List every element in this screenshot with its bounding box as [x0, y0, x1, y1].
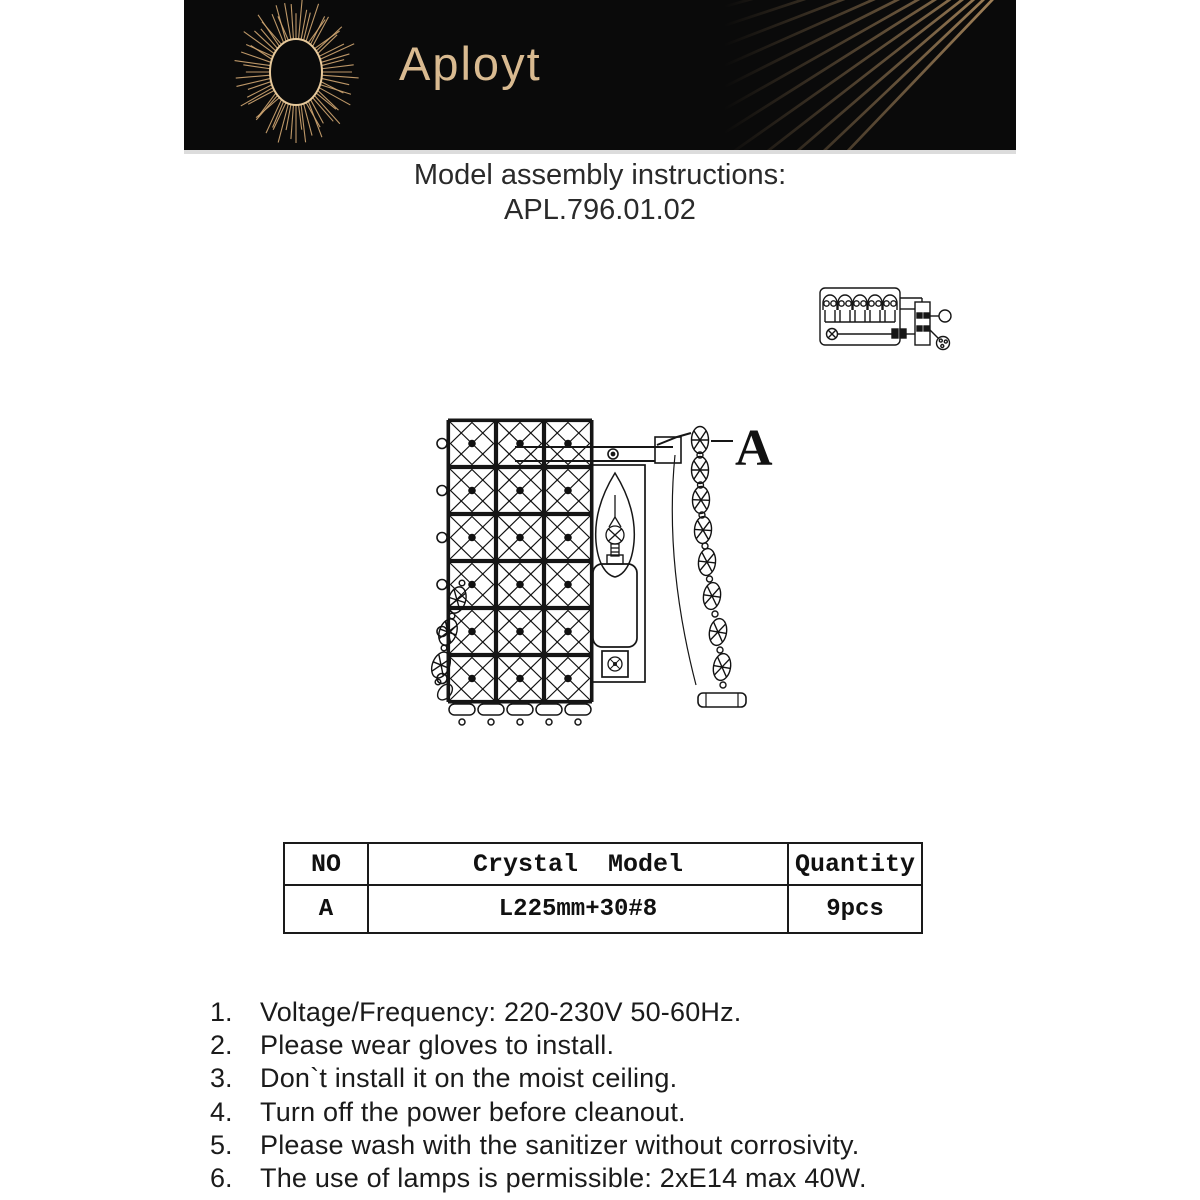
list-item [210, 1030, 1050, 1063]
list-item [210, 1097, 1050, 1130]
item-text: The use of lamps is permissible: 2xE14 max 40W. [260, 1162, 867, 1193]
item-number: 6. [210, 1162, 233, 1193]
mounting-bar [515, 437, 681, 463]
cell-no: A [284, 885, 368, 933]
list-item [210, 1163, 1050, 1196]
item-text: Don`t install it on the moist ceiling. [260, 1063, 678, 1094]
page-title [0, 158, 1200, 228]
col-header-quantity: Quantity [788, 843, 922, 885]
item-number: 5. [210, 1129, 233, 1160]
table-row [284, 885, 922, 933]
col-header-no: NO [284, 843, 368, 885]
title-line: Model assembly instructions: [413, 159, 787, 191]
item-text: Voltage/Frequency: 220-230V 50-60Hz. [260, 997, 742, 1027]
list-item [210, 997, 1050, 1030]
item-text: Please wash with the sanitizer without corrosivity. [260, 1129, 860, 1160]
brand-text: Aployt [399, 37, 542, 90]
cell-model: L225mm+30#8 [368, 885, 788, 933]
table-header-row [284, 843, 922, 885]
col-header-model: Crystal Model [368, 843, 788, 885]
starburst-logo-icon [235, 0, 359, 143]
model-number: APL.796.01.02 [504, 194, 696, 226]
crystal-strand-a [657, 427, 746, 708]
crystal-panel [428, 420, 592, 725]
banner-shadow [184, 150, 1016, 154]
item-number: 3. [210, 1063, 233, 1094]
brand-banner [184, 0, 1016, 150]
instruction-list [210, 997, 1050, 1196]
wiring-diagram [808, 268, 988, 363]
item-text: Turn off the power before cleanout. [260, 1096, 686, 1127]
part-label-a: A [735, 420, 773, 477]
item-number: 4. [210, 1096, 233, 1127]
cell-quantity: 9pcs [788, 885, 922, 933]
banner-art [184, 0, 1016, 150]
lamp-diagram [415, 395, 785, 745]
list-item [210, 1130, 1050, 1163]
item-text: Please wear gloves to install. [260, 1030, 615, 1061]
bulb-assembly [592, 465, 645, 682]
fan-rays-icon [184, 0, 1016, 150]
parts-table [283, 842, 923, 934]
item-number: 2. [210, 1030, 233, 1061]
item-number: 1. [210, 997, 233, 1027]
list-item [210, 1063, 1050, 1096]
